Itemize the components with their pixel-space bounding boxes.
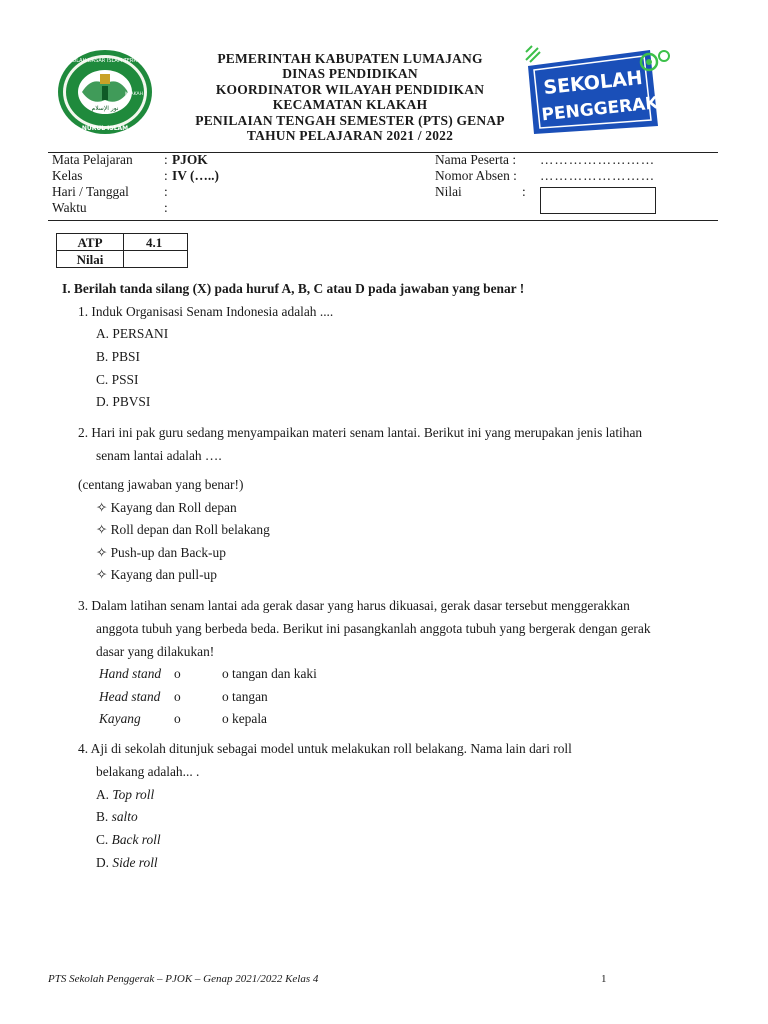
q1-option-b[interactable]: B. PBSI (96, 349, 140, 364)
q4-option-b[interactable] (96, 809, 138, 825)
question-3-line-1: 3. Dalam latihan senam lantai ada gerak dasar yang harus dikuasai, gerak dasar tersebut menggerakkan (78, 598, 630, 613)
waktu-label: Waktu (52, 200, 87, 215)
option-label: Side roll (112, 855, 158, 870)
page-footer: PTS Sekolah Penggerak – PJOK – Genap 2021/2022 Kelas 4 (48, 973, 319, 985)
option-label: salto (111, 809, 138, 824)
letterhead-line: DINAS PENDIDIKAN (282, 66, 418, 82)
mapel-label: Mata Pelajaran (52, 152, 133, 167)
section-instruction: I. Berilah tanda silang (X) pada huruf A, B, C atau D pada jawaban yang benar ! (62, 281, 525, 296)
atp-nilai-label: Nilai (57, 251, 124, 268)
q2-option-3[interactable] (96, 545, 226, 561)
kelas-colon: : (164, 168, 168, 183)
option-letter: C. (96, 832, 109, 847)
hari-label: Hari / Tanggal (52, 184, 129, 199)
letterhead-line: KOORDINATOR WILAYAH PENDIDIKAN (215, 81, 485, 97)
atp-table (56, 233, 188, 268)
q3-right-item[interactable]: o tangan dan kaki (222, 666, 317, 681)
identity-divider (48, 220, 718, 221)
atp-label: ATP (57, 234, 124, 251)
question-2-line-1: 2. Hari ini pak guru sedang menyampaikan materi senam lantai. Berikut ini yang merupakan jenis latihan (78, 425, 643, 440)
option-label: Kayang dan Roll depan (110, 500, 237, 515)
letterhead-line: KECAMATAN KLAKAH (272, 97, 428, 113)
logo-top-text: SEKOLAH DASAR ISLAM TERPADU (62, 58, 148, 64)
logo-arabic-text: نور الإسلام (91, 105, 119, 112)
q1-option-d[interactable]: D. PBVSI (96, 394, 151, 409)
page-number: 1 (601, 973, 607, 985)
kelas-value: IV (…..) (172, 168, 219, 183)
star-bullet-icon: ✧ (96, 545, 108, 560)
letterhead-line: PEMERINTAH KABUPATEN LUMAJANG (217, 51, 483, 66)
option-letter: B. (96, 809, 109, 824)
nama-label: Nama Peserta : (435, 152, 517, 167)
mapel-value: PJOK (172, 152, 208, 167)
q1-option-a[interactable]: A. PERSANI (96, 326, 169, 341)
option-label: Kayang dan pull-up (110, 567, 217, 582)
letterhead-line: TAHUN PELAJARAN 2021 / 2022 (246, 128, 454, 144)
table-row (57, 234, 188, 251)
q3-right-item[interactable]: o kepala (222, 711, 267, 726)
question-3-line-2: anggota tubuh yang berbeda beda. Berikut ini pasangkanlah anggota tubuh yang bergerak dengan gerak (96, 621, 651, 636)
question-1: 1. Induk Organisasi Senam Indonesia adalah .... (78, 304, 334, 319)
nilai-label: Nilai (435, 184, 462, 199)
table-row (57, 251, 188, 268)
question-4-line-2: belakang adalah... . (96, 764, 200, 779)
q3-left-item: Hand stand (99, 666, 162, 681)
q3-left-dot[interactable]: o (174, 711, 181, 726)
atp-nilai-value[interactable] (124, 251, 188, 268)
mapel-colon: : (164, 152, 168, 167)
question-3-line-3: dasar yang dilakukan! (96, 644, 215, 659)
q3-left-dot[interactable]: o (174, 666, 181, 681)
waktu-colon: : (164, 200, 168, 215)
q2-option-1[interactable] (96, 500, 237, 516)
nilai-colon: : (522, 184, 526, 199)
option-letter: D. (96, 855, 110, 870)
star-bullet-icon: ✧ (96, 522, 108, 537)
badge-line-1: SEKOLAH (542, 66, 644, 100)
option-label: Top roll (112, 787, 155, 802)
logo-side-text: KLAKAH (125, 92, 143, 97)
star-bullet-icon: ✧ (96, 567, 108, 582)
q3-left-item: Kayang (99, 711, 141, 726)
option-letter: A. (96, 787, 110, 802)
q4-option-c[interactable] (96, 832, 161, 848)
q3-left-item: Head stand (99, 689, 161, 704)
q2-note: (centang jawaban yang benar!) (78, 477, 244, 492)
option-label: Push-up dan Back-up (110, 545, 226, 560)
q4-option-a[interactable] (96, 787, 154, 803)
absen-label: Nomor Absen : (435, 168, 517, 183)
letterhead (160, 51, 540, 143)
q3-right-item[interactable]: o tangan (222, 689, 268, 704)
badge-line-2: PENGGERAK (540, 93, 660, 126)
question-2-line-2: senam lantai adalah …. (96, 448, 222, 463)
option-label: Back roll (111, 832, 161, 847)
star-bullet-icon: ✧ (96, 500, 108, 515)
q2-option-2[interactable] (96, 522, 270, 538)
logo-bottom-text: NURUL ISLAM (81, 125, 129, 132)
option-label: Roll depan dan Roll belakang (110, 522, 270, 537)
q2-option-4[interactable] (96, 567, 217, 583)
q4-option-d[interactable] (96, 855, 158, 871)
hari-colon: : (164, 184, 168, 199)
school-logo (56, 48, 154, 136)
letterhead-line: PENILAIAN TENGAH SEMESTER (PTS) GENAP (195, 112, 505, 128)
nilai-box[interactable] (540, 187, 656, 214)
absen-field[interactable]: …………………… (540, 168, 656, 183)
atp-value: 4.1 (124, 234, 188, 251)
nama-field[interactable]: …………………… (540, 152, 656, 167)
question-4-line-1: 4. Aji di sekolah ditunjuk sebagai model untuk melakukan roll belakang. Nama lain dari roll (78, 741, 572, 756)
q1-option-c[interactable]: C. PSSI (96, 372, 139, 387)
kelas-label: Kelas (52, 168, 83, 183)
sekolah-penggerak-badge (524, 44, 674, 136)
q3-left-dot[interactable]: o (174, 689, 181, 704)
